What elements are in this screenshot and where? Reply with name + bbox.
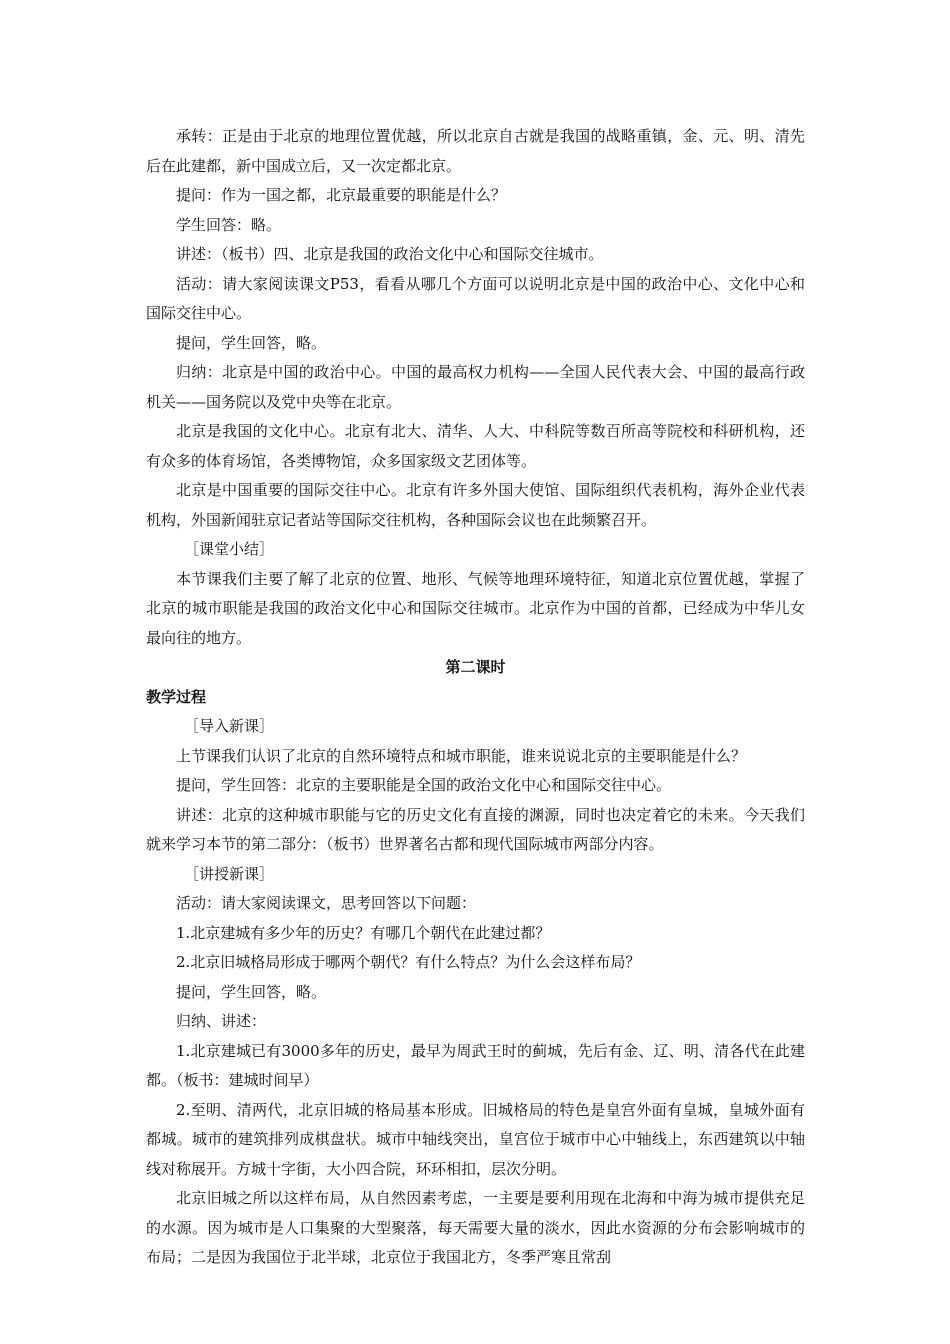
paragraph: 活动：请大家阅读课文P53，看看从哪几个方面可以说明北京是中国的政治中心、文化中心和国际交往中心。 xyxy=(146,274,805,322)
paragraph: 本节课我们主要了解了北京的位置、地形、气候等地理环境特征，知道北京位置优越，掌握了北京的城市职能是我国的政治文化中心和国际交往城市。北京作为中国的首都，已经成为中华儿女最向往的地方。 xyxy=(146,569,805,647)
list-item: 1.北京建城有多少年的历史？有哪几个朝代在此建过都？ xyxy=(176,923,551,942)
paragraph: 活动：请大家阅读课文，思考回答以下问题： xyxy=(176,894,477,912)
list-item: 2.北京旧城格局形成于哪两个朝代？有什么特点？为什么会这样布局？ xyxy=(176,953,641,971)
paragraph: 提问，学生回答：北京的主要职能是全国的政治文化中心和国际交往中心。 xyxy=(176,776,672,794)
section-label: ［导入新课］ xyxy=(184,717,275,735)
section-label: ［课堂小结］ xyxy=(184,540,275,558)
paragraph: 讲述：北京的这种城市职能与它的历史文化有直接的渊源，同时也决定着它的未来。今天我们就来学习本节的第二部分：（板书）世界著名古都和现代国际城市两部分内容。 xyxy=(146,805,805,853)
paragraph: 学生回答：略。 xyxy=(176,215,282,234)
paragraph: 上节课我们认识了北京的自然环境特点和城市职能，谁来说说北京的主要职能是什么？ xyxy=(176,746,747,765)
paragraph: 归纳、讲述： xyxy=(176,1012,267,1030)
paragraph: 提问，学生回答，略。 xyxy=(176,333,327,352)
subsection-title: 教学过程 xyxy=(146,687,207,706)
paragraph: 提问，学生回答，略。 xyxy=(176,982,327,1001)
paragraph: 北京是中国重要的国际交往中心。北京有许多外国大使馆、国际组织代表机构，海外企业代表机构，外国新闻驻京记者站等国际交往机构，各种国际会议也在此频繁召开。 xyxy=(146,481,805,529)
paragraph: 北京是我国的文化中心。北京有北大、清华、人大、中科院等数百所高等院校和科研机构，还有众多的体育场馆，各类博物馆，众多国家级文艺团体等。 xyxy=(146,422,805,470)
section-label: ［讲授新课］ xyxy=(184,864,275,883)
section-title: 第二课时 xyxy=(445,658,506,676)
list-item: 2.至明、清两代，北京旧城的格局基本形成。旧城格局的特色是皇宫外面有皇城，皇城外面有都城。城市的建筑排列成棋盘状。城市中轴线突出，皇宫位于城市中心中轴线上，东西建筑以中轴线对称展开。方城十字街，大小四合院，环环相扣，层次分明。 xyxy=(146,1100,805,1178)
paragraph: 归纳：北京是中国的政治中心。中国的最高权力机构——全国人民代表大会、中国的最高行政机关——国务院以及党中央等在北京。 xyxy=(146,363,805,411)
paragraph: 承转：正是由于北京的地理位置优越，所以北京自古就是我国的战略重镇，金、元、明、清先后在此建都，新中国成立后，又一次定都北京。 xyxy=(146,127,805,175)
paragraph: 提问：作为一国之都，北京最重要的职能是什么？ xyxy=(176,186,507,204)
list-item: 1.北京建城已有3000多年的历史，最早为周武王时的蓟城，先后有金、辽、明、清各代在此建都。（板书：建城时间早） xyxy=(146,1041,805,1089)
paragraph: 北京旧城之所以这样布局，从自然因素考虑，一主要是要利用现在北海和中海为城市提供充足的水源。因为城市是人口集聚的大型聚落，每天需要大量的淡水，因此水资源的分布会影响城市的布局；二是因为我国位于北半球，北京位于我国北方，冬季严寒且常刮 xyxy=(146,1189,805,1266)
paragraph: 讲述：（板书）四、北京是我国的政治文化中心和国际交往城市。 xyxy=(176,245,604,263)
